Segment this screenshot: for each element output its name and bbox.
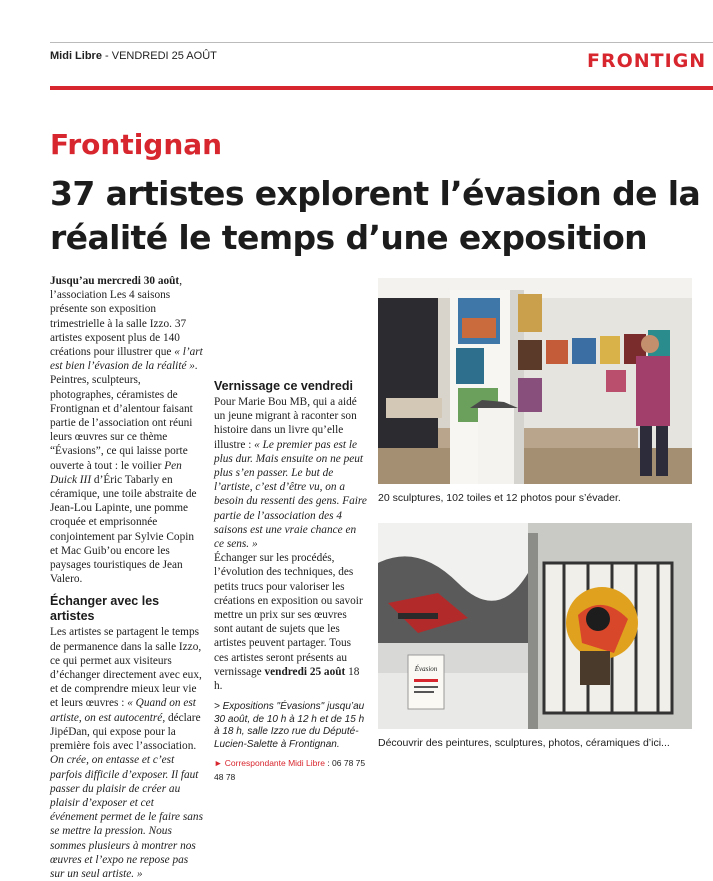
correspondent-line — [214, 756, 368, 784]
intro-quote: « l’art est bien l’évasion de la réalité ». — [50, 346, 203, 373]
lead-date: Jusqu’au mercredi 30 août — [50, 275, 180, 287]
artists-text-end: d’Éric Tabarly en céramique, une toile abstraite de Jean-Lou Lapinte, une pomme croquée et emprisonnée conjointement par Sylvie Copin et Mac Guib’ou encore les paysages touristiques de Jean Valero. — [50, 473, 197, 586]
vernissage-time: 18 h. — [214, 665, 360, 693]
subheading-exchange: Échanger avec les artistes — [50, 594, 160, 624]
poster-title: Évasion — [414, 665, 438, 673]
correspondent-label: ► Correspondante Midi Libre — [214, 757, 325, 768]
jipedan-quote: « Quand on est artiste, on est autocentré, — [50, 697, 196, 724]
caption-gallery: 20 sculptures, 102 toiles et 12 photos pour s’évader. — [378, 492, 621, 504]
vernissage-text: Échanger sur les procédés, l’évolution des techniques, des petits trucs pour valoriser les créations en exposition ou savoir mettre un prix sur ses œuvres sont autant de sujets que les artistes peuvent partager. Tous ces artistes seront présents au vernissage — [214, 552, 363, 678]
column-continuation-space — [214, 274, 368, 371]
issue-date: - VENDREDI 25 AOÛT — [101, 50, 217, 62]
marie-quote: « Le premier pas est le plus dur. Mais ensuite on ne peut plus s’en passer. Le but de l’artiste, c’est d’être vu, on a besoin du ressenti des gens. Faire partie de l’association des 4 saisons est une vraie chance en ce sens. » — [214, 438, 367, 551]
vernissage-date: vendredi 25 août — [264, 665, 346, 678]
photo-gallery — [378, 278, 692, 484]
jipedan-quote-continued: On crée, on entasse et c’est parfois difficile d’exposer. Il faut passer du plaisir de créer au plaisir d’exposer et cet événement permet de le faire sans se mettre la pression. Nous sommes plusieurs à montrer nos œuvres et l’expo ne repose pas sur un seul artiste. » — [50, 754, 203, 880]
permanence-text: Les artistes se partagent le temps de permanence dans la salle Izzo, ce qui permet aux visiteurs d’échanger directement avec eux, et de comprendre mieux leur vie et leurs œuvres : — [50, 626, 202, 710]
permanence-attribution: déclare JipéDan, qui expose pour la première fois avec l’association. — [50, 711, 201, 753]
subheading-vernissage: Vernissage ce vendredi — [214, 379, 353, 393]
paragraph-artists — [50, 373, 204, 586]
text-column-1 — [50, 274, 204, 881]
marie-text: Pour Marie Bou MB, qui a aidé un jeune migrant à raconter son histoire dans un livre qu’elle illustre : — [214, 396, 357, 451]
correspondent-phone: : 06 78 75 48 78 — [214, 757, 366, 782]
text-column-2 — [214, 274, 368, 784]
paragraph-marie — [214, 395, 368, 551]
boat-name: Pen Duick III — [50, 459, 182, 486]
exhibition-info: > Expositions "Évasions" jusqu’au 30 août, de 10 h à 12 h et de 15 h à 18 h, salle Izzo rue du Député-Lucien-Salette à Frontignan. — [214, 701, 365, 751]
caption-artwork: Découvrir des peintures, sculptures, photos, céramiques d’ici... — [378, 737, 670, 749]
article-kicker: Frontignan — [50, 128, 223, 161]
running-header — [50, 50, 217, 62]
paragraph-vernissage — [214, 551, 368, 693]
header-red-rule — [50, 86, 713, 90]
intro-text: , l’association Les 4 saisons présente son exposition trimestrielle à la salle Izzo. 37 artistes exposent plus de 140 créations pour illustrer que — [50, 275, 187, 359]
section-title: FRONTIGN — [587, 50, 707, 72]
newspaper-name: Midi Libre — [50, 50, 102, 62]
gallery-illustration — [378, 278, 692, 484]
artwork-illustration — [378, 523, 692, 729]
photo-artwork — [378, 523, 692, 729]
top-rule — [50, 42, 713, 43]
artists-text: Peintres, sculpteurs, photographes, céramistes de Frontignan et d’alentour faisant partie de l’association ont réuni leurs œuvres sur ce thème “Évasions”, ce qui laisse porte ouverte à tout : le voilier — [50, 374, 193, 472]
paragraph-permanence — [50, 625, 204, 881]
paragraph-intro — [50, 274, 204, 373]
article-headline: 37 artistes explorent l’évasion de la réalité le temps d’une exposition — [50, 174, 701, 257]
